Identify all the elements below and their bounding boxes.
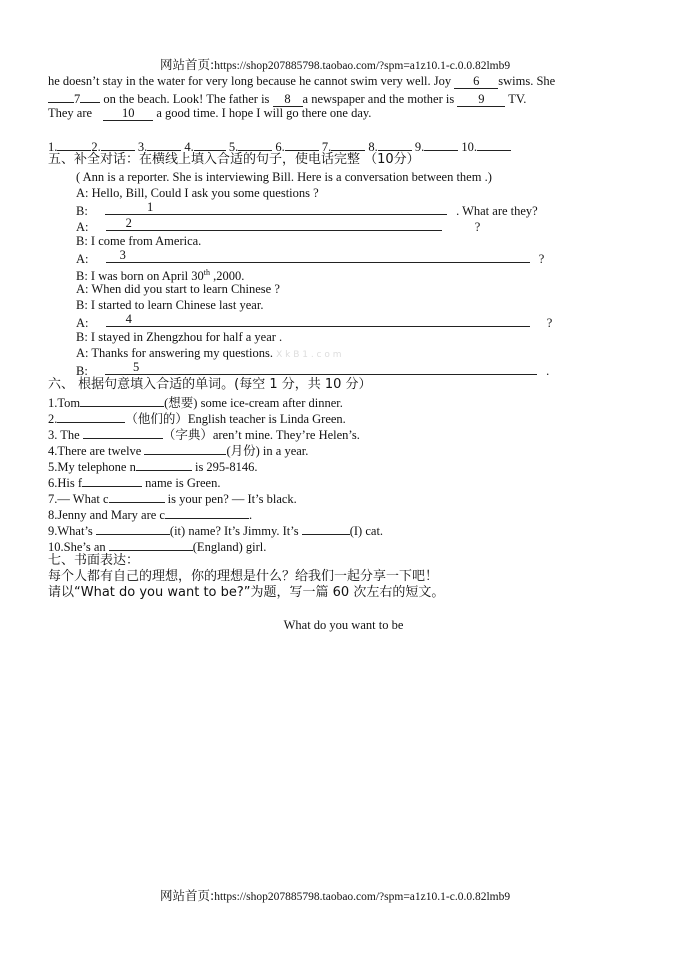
dialogue-line: B: I stayed in Zhengzhou for half a year . bbox=[76, 330, 283, 344]
answer-blank[interactable] bbox=[57, 137, 91, 151]
section-7-prompt-2: 请以“What do you want to be?”为题，写一篇 60 次左右的短文。 bbox=[48, 585, 445, 600]
answer-blank[interactable] bbox=[147, 137, 181, 151]
passage-text: he doesn’t stay in the water for very long because he cannot swim very well. Joy bbox=[48, 74, 452, 88]
question-5: 5.My telephone n is 295-8146. bbox=[48, 457, 257, 475]
section-7-prompt-1: 每个人都有自己的理想，你的理想是什么？给我们一起分享一下吧！ bbox=[48, 569, 439, 584]
answer-blank[interactable] bbox=[144, 441, 226, 455]
blank-10[interactable]: 10 bbox=[103, 107, 153, 121]
section-5-title: 五、补全对话：在横线上填入合适的句子，使电话完整 （10分） bbox=[48, 152, 420, 167]
question-6: 6.His f name is Green. bbox=[48, 473, 220, 491]
dialogue-line: B: 1 . What are they? bbox=[76, 200, 538, 218]
dialogue-line: B: I started to learn Chinese last year. bbox=[76, 298, 264, 312]
question-1: 1.Tom (想要) some ice-cream after dinner. bbox=[48, 393, 343, 411]
answer-blank[interactable] bbox=[194, 137, 226, 151]
page-header bbox=[160, 57, 510, 74]
dialogue-line: A: 3 ? bbox=[76, 248, 545, 266]
passage-text: They are bbox=[48, 106, 93, 120]
answer-blank[interactable] bbox=[80, 393, 164, 407]
answer-blank[interactable] bbox=[83, 425, 163, 439]
answer-blank[interactable] bbox=[285, 137, 319, 151]
answer-blank[interactable] bbox=[136, 457, 192, 471]
dialogue-line: A: Thanks for answering my questions. X k B 1 . c o m bbox=[76, 346, 342, 360]
watermark: X k B 1 . c o m bbox=[276, 350, 342, 360]
answer-blank[interactable] bbox=[477, 137, 511, 151]
dialogue-line: B: 5 . bbox=[76, 360, 550, 378]
answer-blank[interactable] bbox=[302, 521, 350, 535]
passage-line-1 bbox=[48, 73, 555, 89]
dialogue-line: B: I was born on April 30th ,2000. bbox=[76, 268, 245, 284]
section-6-title: 六、 根据句意填入合适的单词。(每空 1 分，共 10 分） bbox=[48, 377, 372, 392]
answer-blank[interactable] bbox=[378, 137, 412, 151]
dialogue-blank-2[interactable] bbox=[106, 217, 442, 231]
passage-text: swims. She bbox=[498, 74, 556, 88]
answer-blank[interactable] bbox=[82, 473, 142, 487]
dialogue-blank-3[interactable] bbox=[106, 249, 530, 263]
answer-blank[interactable] bbox=[101, 137, 135, 151]
dialogue-blank-4[interactable] bbox=[106, 313, 530, 327]
dialogue-line: A: When did you start to learn Chinese ? bbox=[76, 282, 280, 296]
section-5-intro: ( Ann is a reporter. She is interviewing Bill. Here is a conversation between them .) bbox=[76, 170, 492, 184]
passage-text: on the beach. Look! The father is bbox=[103, 92, 270, 106]
blank-6[interactable]: 6 bbox=[454, 75, 498, 89]
answer-blank[interactable] bbox=[331, 137, 365, 151]
footer-url[interactable]: https://shop207885798.taobao.com/?spm=a1z10.1-c.0.0.82lmb9 bbox=[214, 891, 511, 903]
answer-blank[interactable] bbox=[109, 489, 165, 503]
dialogue-blank-1[interactable] bbox=[105, 201, 447, 215]
footer-label: 网站首页: bbox=[160, 888, 215, 903]
question-8: 8.Jenny and Mary are c . bbox=[48, 505, 252, 523]
header-label: 网站首页: bbox=[160, 57, 215, 72]
question-3: 3. The （字典）aren’t mine. They’re Helen’s. bbox=[48, 425, 360, 443]
blank-8[interactable]: 8 bbox=[273, 93, 303, 107]
question-7: 7.— What c is your pen? — It’s black. bbox=[48, 489, 297, 507]
dialogue-blank-5[interactable] bbox=[105, 361, 537, 375]
question-4: 4.There are twelve (月份) in a year. bbox=[48, 441, 308, 459]
passage-text: a good time. I hope I will go there one day. bbox=[156, 106, 372, 120]
answer-blank[interactable] bbox=[238, 137, 272, 151]
dialogue-line: A: Hello, Bill, Could I ask you some questions ? bbox=[76, 186, 319, 200]
question-9: 9.What’s (it) name? It’s Jimmy. It’s (I) cat. bbox=[48, 521, 383, 539]
answer-blank[interactable] bbox=[96, 521, 170, 535]
dialogue-line: A: 4 ? bbox=[76, 312, 553, 330]
answer-row: 1. 2. 3. 4. 5. 6. 7. 8. 9. 10. bbox=[48, 137, 511, 155]
question-10: 10.She’s an (England) girl. bbox=[48, 537, 266, 555]
header-url[interactable]: https://shop207885798.taobao.com/?spm=a1z10.1-c.0.0.82lmb9 bbox=[214, 60, 511, 72]
answer-blank[interactable] bbox=[109, 537, 193, 551]
blank-7-label: 7 bbox=[74, 92, 81, 106]
dialogue-line: B: I come from America. bbox=[76, 234, 202, 248]
answer-blank[interactable] bbox=[424, 137, 458, 151]
blank-7[interactable] bbox=[80, 89, 100, 103]
answer-blank[interactable] bbox=[57, 409, 125, 423]
passage-line-3 bbox=[48, 105, 371, 121]
passage-text: TV. bbox=[508, 92, 527, 106]
blank-7-lead[interactable] bbox=[48, 89, 74, 103]
essay-title: What do you want to be bbox=[283, 618, 404, 632]
dialogue-line: A: 2 ? bbox=[76, 216, 481, 234]
question-2: 2. （他们的）English teacher is Linda Green. bbox=[48, 409, 346, 427]
answer-blank[interactable] bbox=[165, 505, 249, 519]
page-footer bbox=[160, 888, 510, 905]
passage-text: a newspaper and the mother is bbox=[302, 92, 455, 106]
section-7-title: 七、书面表达： bbox=[48, 553, 140, 568]
blank-9[interactable]: 9 bbox=[457, 93, 505, 107]
